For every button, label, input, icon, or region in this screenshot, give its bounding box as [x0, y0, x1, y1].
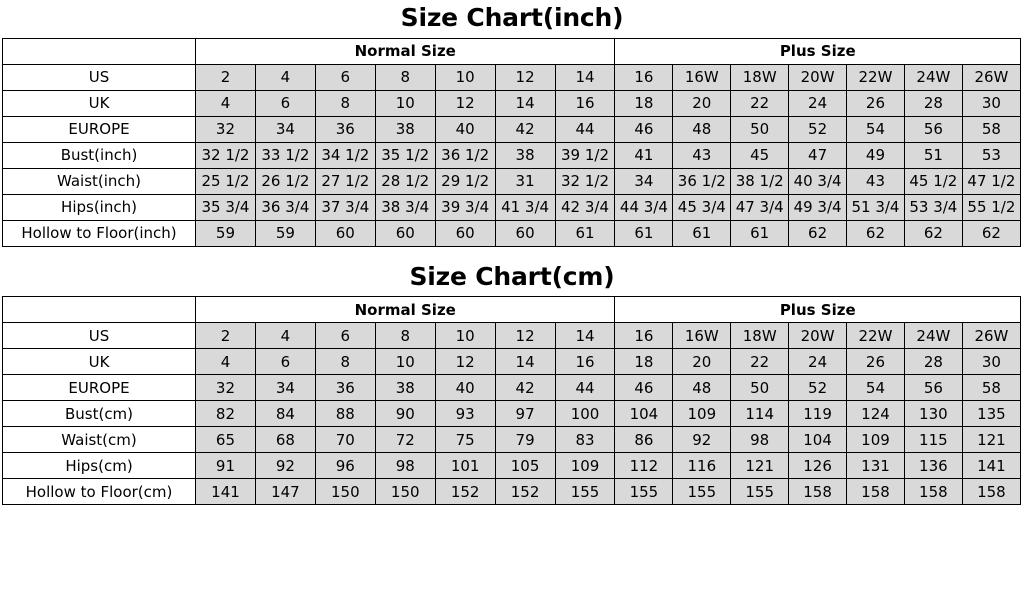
- cell: 58: [962, 116, 1020, 142]
- cell: 83: [555, 427, 615, 453]
- cell: 2: [196, 64, 256, 90]
- cell: 147: [255, 479, 315, 505]
- cell: 155: [615, 479, 673, 505]
- cell: 47 1/2: [962, 168, 1020, 194]
- cell: 116: [673, 453, 731, 479]
- cell: 79: [495, 427, 555, 453]
- cell: 51 3/4: [847, 194, 905, 220]
- cell: 36: [315, 375, 375, 401]
- row-label: Hips(inch): [3, 194, 196, 220]
- cell: 41 3/4: [495, 194, 555, 220]
- cell: 150: [375, 479, 435, 505]
- cell: 35 3/4: [196, 194, 256, 220]
- table-row: [3, 90, 1021, 116]
- cell: 34: [615, 168, 673, 194]
- cell: 16: [555, 349, 615, 375]
- cell: 41: [615, 142, 673, 168]
- cell: 28: [904, 349, 962, 375]
- cell: 158: [962, 479, 1020, 505]
- cell: 152: [495, 479, 555, 505]
- cell: 16: [615, 323, 673, 349]
- page-title-inch: Size Chart(inch): [400, 3, 624, 32]
- cell: 6: [315, 64, 375, 90]
- group-header-plus-cm: Plus Size: [615, 297, 1021, 323]
- cell: 38: [375, 375, 435, 401]
- cell: 58: [962, 375, 1020, 401]
- cell: 10: [375, 349, 435, 375]
- cell: 26: [847, 90, 905, 116]
- cell: 12: [495, 64, 555, 90]
- cell: 52: [789, 375, 847, 401]
- cell: 38: [375, 116, 435, 142]
- cell: 121: [731, 453, 789, 479]
- cell: 88: [315, 401, 375, 427]
- cell: 16: [555, 90, 615, 116]
- cell: 49: [847, 142, 905, 168]
- cell: 91: [196, 453, 256, 479]
- table-group-header-row: [3, 38, 1021, 64]
- cell: 155: [555, 479, 615, 505]
- cell: 60: [435, 220, 495, 246]
- cell: 42: [495, 375, 555, 401]
- table-row: [3, 168, 1021, 194]
- row-label: Bust(cm): [3, 401, 196, 427]
- cell: 126: [789, 453, 847, 479]
- cell: 61: [555, 220, 615, 246]
- cell: 26W: [962, 323, 1020, 349]
- cell: 51: [904, 142, 962, 168]
- row-label: EUROPE: [3, 375, 196, 401]
- cell: 20W: [789, 64, 847, 90]
- cell: 114: [731, 401, 789, 427]
- size-chart-inch-block: [0, 0, 1024, 247]
- cell: 46: [615, 116, 673, 142]
- cell: 48: [673, 116, 731, 142]
- cell: 98: [731, 427, 789, 453]
- cell: 50: [731, 116, 789, 142]
- cell: 105: [495, 453, 555, 479]
- cell: 28 1/2: [375, 168, 435, 194]
- cell: 98: [375, 453, 435, 479]
- cell: 152: [435, 479, 495, 505]
- cell: 18W: [731, 323, 789, 349]
- table-row: [3, 220, 1021, 246]
- table-row: [3, 427, 1021, 453]
- page-title-cm: Size Chart(cm): [409, 261, 615, 291]
- cell: 56: [904, 375, 962, 401]
- cell: 150: [315, 479, 375, 505]
- cell: 20W: [789, 323, 847, 349]
- table-row: [3, 375, 1021, 401]
- cell: 36: [315, 116, 375, 142]
- cell: 22W: [847, 64, 905, 90]
- cell: 100: [555, 401, 615, 427]
- cell: 65: [196, 427, 256, 453]
- cell: 24: [789, 90, 847, 116]
- cell: 37 3/4: [315, 194, 375, 220]
- cell: 47 3/4: [731, 194, 789, 220]
- cell: 30: [962, 90, 1020, 116]
- cell: 42 3/4: [555, 194, 615, 220]
- row-label: US: [3, 323, 196, 349]
- cell: 135: [962, 401, 1020, 427]
- cell: 24: [789, 349, 847, 375]
- cell: 136: [904, 453, 962, 479]
- cell: 43: [847, 168, 905, 194]
- cell: 38 3/4: [375, 194, 435, 220]
- cell: 60: [495, 220, 555, 246]
- cell: 45 3/4: [673, 194, 731, 220]
- cell: 130: [904, 401, 962, 427]
- cell: 141: [196, 479, 256, 505]
- cell: 121: [962, 427, 1020, 453]
- cell: 27 1/2: [315, 168, 375, 194]
- cell: 18: [615, 90, 673, 116]
- cell: 115: [904, 427, 962, 453]
- cell: 24W: [904, 323, 962, 349]
- table-row: [3, 323, 1021, 349]
- cell: 26: [847, 349, 905, 375]
- cell: 53: [962, 142, 1020, 168]
- cell: 14: [555, 64, 615, 90]
- row-label: Hollow to Floor(cm): [3, 479, 196, 505]
- corner-cell: [3, 38, 196, 64]
- cell: 109: [673, 401, 731, 427]
- cell: 39 3/4: [435, 194, 495, 220]
- cell: 20: [673, 90, 731, 116]
- size-table-inch: [2, 38, 1021, 247]
- cell: 61: [673, 220, 731, 246]
- cell: 12: [495, 323, 555, 349]
- cell: 39 1/2: [555, 142, 615, 168]
- cell: 12: [435, 349, 495, 375]
- cell: 124: [847, 401, 905, 427]
- cell: 86: [615, 427, 673, 453]
- cell: 22: [731, 90, 789, 116]
- cell: 56: [904, 116, 962, 142]
- cell: 36 1/2: [673, 168, 731, 194]
- cell: 10: [435, 64, 495, 90]
- cell: 12: [435, 90, 495, 116]
- cell: 14: [495, 349, 555, 375]
- cell: 34 1/2: [315, 142, 375, 168]
- row-label: UK: [3, 349, 196, 375]
- cell: 92: [255, 453, 315, 479]
- cell: 158: [789, 479, 847, 505]
- cell: 4: [255, 64, 315, 90]
- cell: 14: [495, 90, 555, 116]
- cell: 32: [196, 375, 256, 401]
- group-header-normal-cm: Normal Size: [196, 297, 615, 323]
- cell: 8: [315, 90, 375, 116]
- cell: 26W: [962, 64, 1020, 90]
- cell: 28: [904, 90, 962, 116]
- cell: 30: [962, 349, 1020, 375]
- cell: 35 1/2: [375, 142, 435, 168]
- table-row: [3, 479, 1021, 505]
- cell: 6: [255, 90, 315, 116]
- cell: 34: [255, 116, 315, 142]
- cell: 70: [315, 427, 375, 453]
- cell: 72: [375, 427, 435, 453]
- cell: 155: [731, 479, 789, 505]
- cell: 22: [731, 349, 789, 375]
- cell: 44: [555, 375, 615, 401]
- row-label: Bust(inch): [3, 142, 196, 168]
- cell: 20: [673, 349, 731, 375]
- cell: 40: [435, 116, 495, 142]
- cell: 92: [673, 427, 731, 453]
- cell: 26 1/2: [255, 168, 315, 194]
- cell: 33 1/2: [255, 142, 315, 168]
- cell: 44 3/4: [615, 194, 673, 220]
- cell: 29 1/2: [435, 168, 495, 194]
- cell: 36 1/2: [435, 142, 495, 168]
- table-row: [3, 453, 1021, 479]
- row-label: EUROPE: [3, 116, 196, 142]
- cell: 50: [731, 375, 789, 401]
- cell: 16: [615, 64, 673, 90]
- cell: 62: [847, 220, 905, 246]
- cell: 112: [615, 453, 673, 479]
- cell: 141: [962, 453, 1020, 479]
- row-label: UK: [3, 90, 196, 116]
- row-label: Waist(inch): [3, 168, 196, 194]
- table-row: [3, 116, 1021, 142]
- cell: 36 3/4: [255, 194, 315, 220]
- row-label: Hollow to Floor(inch): [3, 220, 196, 246]
- cell: 62: [789, 220, 847, 246]
- cell: 59: [255, 220, 315, 246]
- cell: 62: [904, 220, 962, 246]
- cell: 62: [962, 220, 1020, 246]
- cell: 104: [789, 427, 847, 453]
- cell: 47: [789, 142, 847, 168]
- cell: 18W: [731, 64, 789, 90]
- cell: 60: [315, 220, 375, 246]
- cell: 8: [375, 64, 435, 90]
- cell: 131: [847, 453, 905, 479]
- cell: 16W: [673, 323, 731, 349]
- cell: 2: [196, 323, 256, 349]
- table-group-header-row: [3, 297, 1021, 323]
- cell: 4: [196, 90, 256, 116]
- table-row: [3, 64, 1021, 90]
- cell: 18: [615, 349, 673, 375]
- cell: 55 1/2: [962, 194, 1020, 220]
- cell: 40 3/4: [789, 168, 847, 194]
- cell: 32 1/2: [555, 168, 615, 194]
- cell: 4: [196, 349, 256, 375]
- cell: 59: [196, 220, 256, 246]
- row-label: US: [3, 64, 196, 90]
- cell: 48: [673, 375, 731, 401]
- cell: 97: [495, 401, 555, 427]
- size-chart-cm-block: [0, 259, 1024, 506]
- cell: 93: [435, 401, 495, 427]
- cell: 54: [847, 375, 905, 401]
- cell: 101: [435, 453, 495, 479]
- cell: 109: [555, 453, 615, 479]
- cell: 4: [255, 323, 315, 349]
- cell: 82: [196, 401, 256, 427]
- cell: 61: [615, 220, 673, 246]
- table-row: [3, 401, 1021, 427]
- cell: 22W: [847, 323, 905, 349]
- cell: 32: [196, 116, 256, 142]
- cell: 44: [555, 116, 615, 142]
- cell: 158: [904, 479, 962, 505]
- row-label: Waist(cm): [3, 427, 196, 453]
- cell: 75: [435, 427, 495, 453]
- cell: 61: [731, 220, 789, 246]
- cell: 68: [255, 427, 315, 453]
- row-label: Hips(cm): [3, 453, 196, 479]
- table-row: [3, 194, 1021, 220]
- cell: 32 1/2: [196, 142, 256, 168]
- cell: 25 1/2: [196, 168, 256, 194]
- cell: 6: [255, 349, 315, 375]
- cell: 10: [435, 323, 495, 349]
- cell: 90: [375, 401, 435, 427]
- table-row: [3, 349, 1021, 375]
- cell: 34: [255, 375, 315, 401]
- group-header-normal-inch: Normal Size: [196, 38, 615, 64]
- cell: 46: [615, 375, 673, 401]
- cell: 109: [847, 427, 905, 453]
- table-row: [3, 142, 1021, 168]
- cell: 158: [847, 479, 905, 505]
- chart-divider-space: [0, 247, 1024, 259]
- cell: 24W: [904, 64, 962, 90]
- corner-cell: [3, 297, 196, 323]
- cell: 43: [673, 142, 731, 168]
- cell: 38: [495, 142, 555, 168]
- cell: 45: [731, 142, 789, 168]
- cell: 31: [495, 168, 555, 194]
- cell: 42: [495, 116, 555, 142]
- cell: 14: [555, 323, 615, 349]
- cell: 52: [789, 116, 847, 142]
- cell: 54: [847, 116, 905, 142]
- cell: 53 3/4: [904, 194, 962, 220]
- cell: 96: [315, 453, 375, 479]
- cell: 40: [435, 375, 495, 401]
- group-header-plus-inch: Plus Size: [615, 38, 1021, 64]
- cell: 45 1/2: [904, 168, 962, 194]
- cell: 8: [375, 323, 435, 349]
- cell: 84: [255, 401, 315, 427]
- cell: 6: [315, 323, 375, 349]
- size-table-cm: [2, 296, 1021, 505]
- cell: 104: [615, 401, 673, 427]
- cell: 60: [375, 220, 435, 246]
- cell: 8: [315, 349, 375, 375]
- cell: 10: [375, 90, 435, 116]
- cell: 119: [789, 401, 847, 427]
- cell: 155: [673, 479, 731, 505]
- cell: 49 3/4: [789, 194, 847, 220]
- cell: 38 1/2: [731, 168, 789, 194]
- cell: 16W: [673, 64, 731, 90]
